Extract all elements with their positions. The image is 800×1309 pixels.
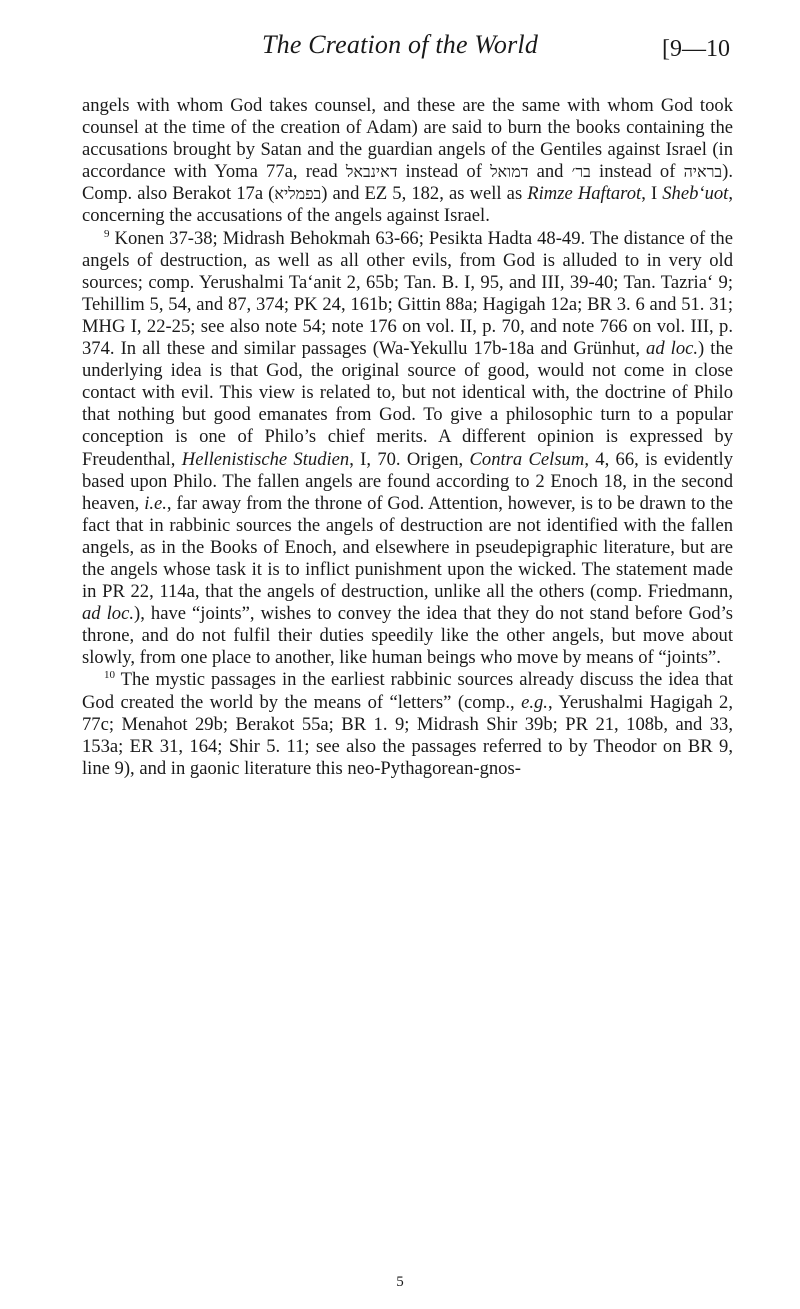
text-run: instead of xyxy=(590,161,684,183)
text-run: and xyxy=(528,161,572,183)
footnote-number: 10 xyxy=(104,669,115,682)
italic-citation: Contra Celsum xyxy=(469,448,585,470)
footnote-number: 9 xyxy=(104,227,110,240)
text-run: , I, 70. Origen, xyxy=(349,448,470,470)
italic-citation: Sheb‘uot xyxy=(662,183,729,205)
italic-citation: Hellenistische Studien xyxy=(181,448,350,470)
notes-text xyxy=(82,95,733,780)
hebrew-term: דמואל xyxy=(490,162,529,182)
signature-mark: 5 xyxy=(396,1274,404,1290)
text-run: ). Comp. also Berakot 17a ( xyxy=(82,161,733,205)
text-run: , concerning the accusations of the angels against Israel. xyxy=(82,183,733,227)
text-run: ) the underlying idea is that God, the original source of good, would not come in close contact with evil. This view is related to, but not identical with, the doctrine of Philo that nothing but good emanates from God. To give a philosophic turn to a popular conception is one of Philo’s chief merits. A different opinion is expressed by Freudenthal, xyxy=(82,338,734,470)
italic-citation: ad loc. xyxy=(646,338,699,360)
text-run: Konen 37-38; Midrash Behokmah 63-66; Pesikta Hadta 48-49. The distance of the angels of destruction, as well as all other evils, from God is alluded to in very old sources; comp. Yerushalmi Ta‘anit 2, 65b; Tan. B. I, 95, and III, 39-40; Tan. Tazria‘ 9; Tehillim 5, 54, and 87, 374; PK 24, 161b; Gittin 88a; Hagigah 12a; BR 3. 6 and 51. 31; MHG I, 22-25; see also note 54; note 176 on vol. II, p. 70, and note 766 on vol. III, p. 374. In all these and similar passages (Wa-Yekullu 17b-18a and Grünhut, xyxy=(82,227,733,360)
hebrew-term: בראיה xyxy=(683,162,723,182)
page-range: [9—10 xyxy=(662,36,730,62)
running-title: The Creation of the World xyxy=(261,30,539,59)
text-run: The mystic passages in the earliest rabbinic sources already discuss the idea that God created the world by the means of “letters” (comp., xyxy=(82,669,733,713)
text-run: , Yerushalmi Hagigah 2, 77c; Menahot 29b; Berakot 55a; BR 1. 9; Midrash Shir 39b; PR 21, 108b, and 33, 153a; ER 31, 164; Shir 5. 11; see also the passages referred to by Theodor on BR 9, line 9), and in gaonic literature this neo-Pythagorean-gnos- xyxy=(82,691,733,779)
text-run: , 4, 66, is evidently based upon Philo. The fallen angels are found according to 2 Enoch 18, in the second heaven, xyxy=(82,448,734,514)
italic-citation: ad loc. xyxy=(82,603,135,625)
running-header xyxy=(0,30,800,70)
text-run: , I xyxy=(641,183,663,205)
continued-paragraph xyxy=(82,95,733,228)
text-run: , far away from the throne of God. Attention, however, is to be drawn to the fact that in rabbinic sources the angels of destruction are not identified with the fallen angels, as in the Books of Enoch, and elsewhere in pseudepigraphic literature, but are the angels whose task it is to inflict punishment upon the wicked. The statement made in PR 22, 114a, that the angels of destruction, unlike all the others (comp. Friedmann, xyxy=(82,492,733,603)
hebrew-term: בפמליא xyxy=(274,184,322,204)
italic-citation: Rimze Haftarot xyxy=(527,183,642,205)
italic-citation: e.g. xyxy=(521,691,548,713)
text-run: ), have “joints”, wishes to convey the idea that they do not stand before God’s throne, and do not fulfil their duties speedily like the other angels, but move about slowly, from one place to another, like human beings who move by means of “joints”. xyxy=(82,603,734,669)
note-10 xyxy=(82,669,733,779)
text-run: instead of xyxy=(397,161,491,183)
italic-citation: i.e. xyxy=(144,492,167,514)
note-9 xyxy=(82,228,733,670)
text-run: angels with whom God takes counsel, and these are the same with whom God took counsel at the time of the creation of Adam) are said to burn the books containing the accusations brought by Satan and the guardian angels of the Gentiles against Israel (in accordance with Yoma 77a, read xyxy=(82,95,733,183)
text-run: ) and EZ 5, 182, as well as xyxy=(321,183,528,205)
hebrew-term: דאינבאל xyxy=(345,162,398,182)
hebrew-term: בר׳ xyxy=(571,162,591,182)
